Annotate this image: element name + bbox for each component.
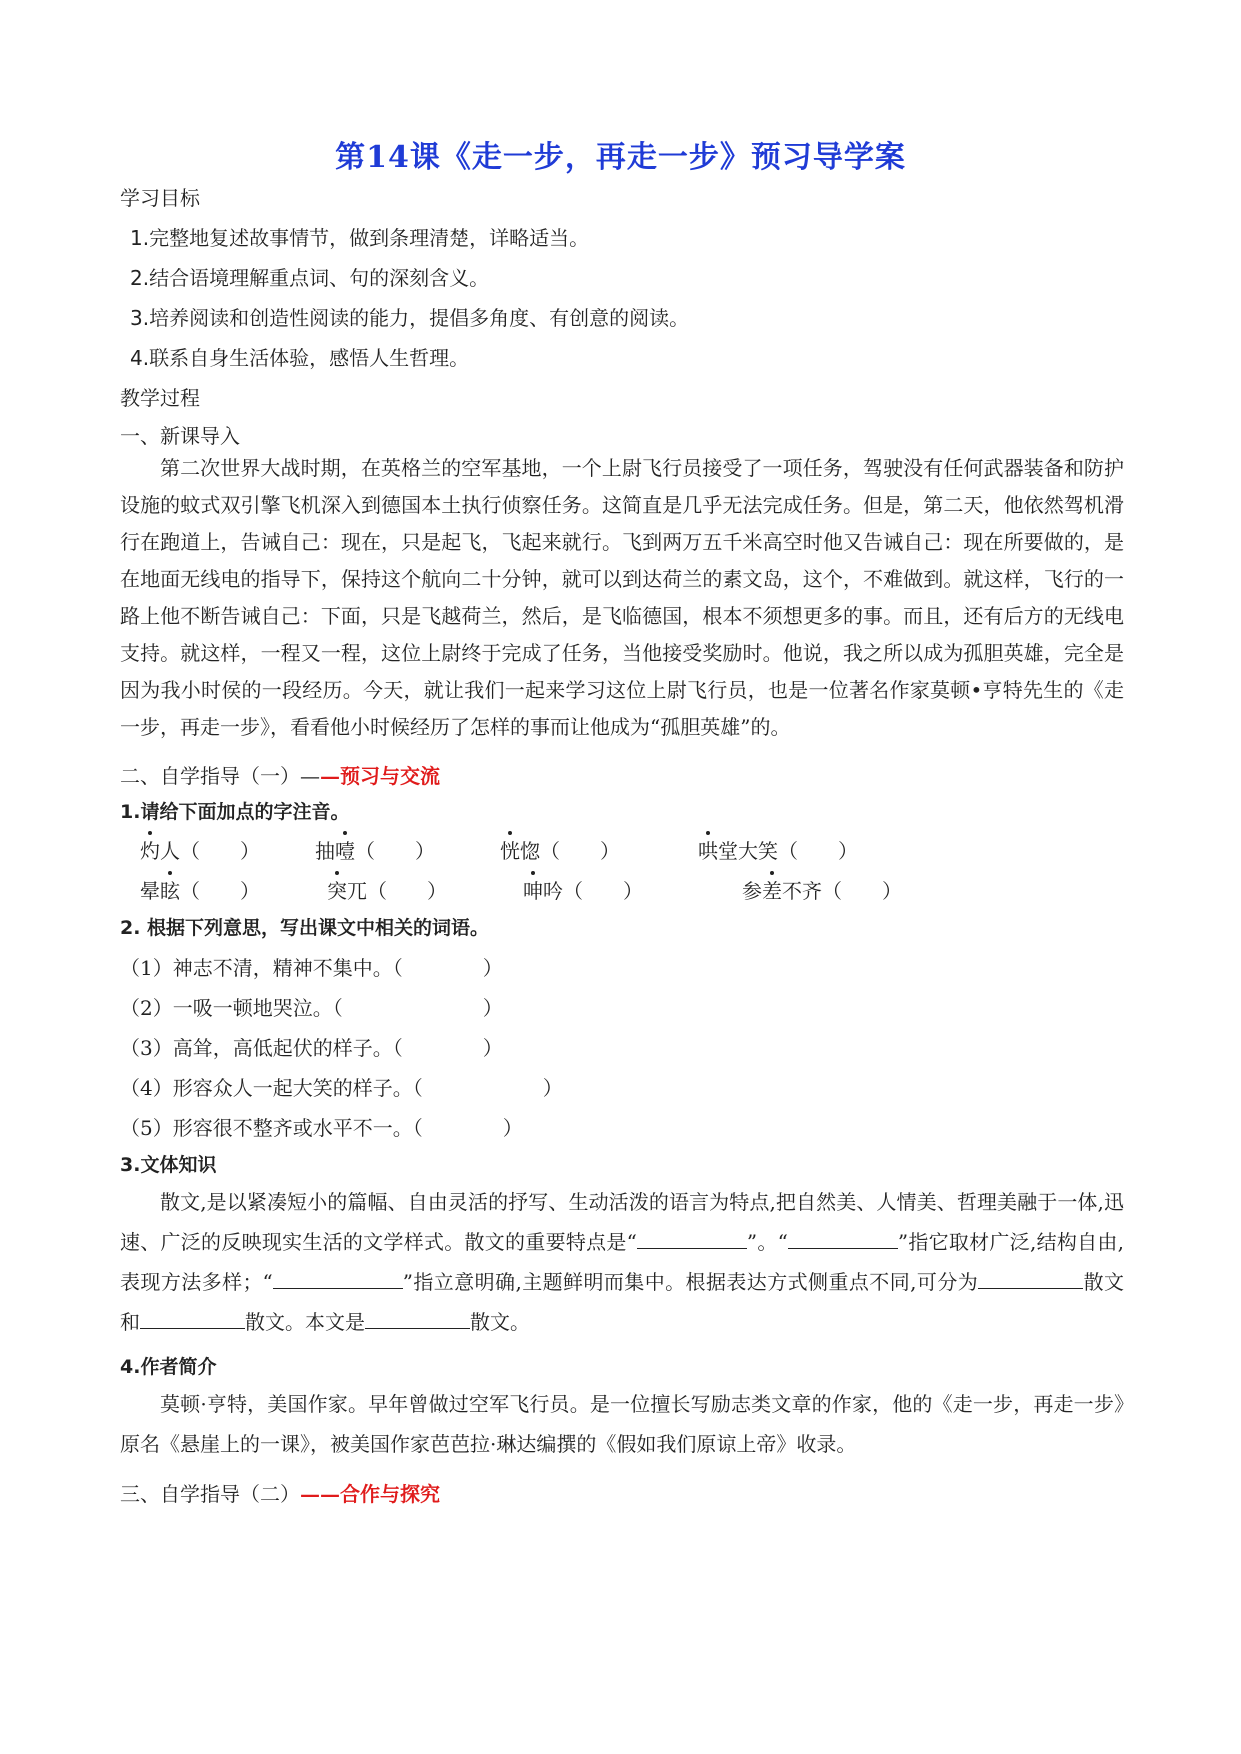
goal-item: 2.结合语境理解重点词、句的深刻含义。 xyxy=(130,266,490,290)
pinyin-item: 参差不齐（ ） xyxy=(742,879,902,903)
section-heading xyxy=(120,760,440,789)
pinyin-item: 突兀（ ） xyxy=(327,879,447,903)
fill-blank[interactable] xyxy=(637,1226,747,1249)
question-heading: 4.作者简介 xyxy=(120,1356,217,1378)
section-heading: 一、新课导入 xyxy=(120,424,240,448)
goal-item: 3.培养阅读和创造性阅读的能力，提倡多角度、有创意的阅读。 xyxy=(130,306,690,330)
question-heading: 3.文体知识 xyxy=(120,1154,217,1176)
fill-blank[interactable] xyxy=(140,1306,245,1329)
section-heading-highlight: ——合作与探究 xyxy=(300,1482,440,1506)
dotted-char: 眩 xyxy=(160,879,180,903)
fill-blank[interactable] xyxy=(273,1266,403,1289)
section-heading-prefix: 三、自学指导（二） xyxy=(120,1482,300,1506)
section-heading-prefix: 二、自学指导（一）— xyxy=(120,764,320,788)
question-heading: 1.请给下面加点的字注音。 xyxy=(120,801,350,823)
list-item: （3）高耸，高低起伏的样子。（ ） xyxy=(120,1036,503,1060)
goal-item: 1.完整地复述故事情节，做到条理清楚，详略适当。 xyxy=(130,226,590,250)
list-item: （4）形容众人一起大笑的样子。（ ） xyxy=(120,1076,563,1100)
fill-blank[interactable] xyxy=(978,1266,1083,1289)
intro-paragraph: 第二次世界大战时期，在英格兰的空军基地，一个上尉飞行员接受了一项任务，驾驶没有任何武器装备和防护设施的蚊式双引擎飞机深入到德国本土执行侦察任务。这简直是几乎无法完成任务。但是，第二天，他依然驾机滑行在跑道上，告诫自己：现在，只是起飞，飞起来就行。飞到两万五千米高空时他又告诫自己：现在所要做的，是在地面无线电的指导下，保持这个航向二十分钟，就可以到达荷兰的素文岛，这个，不难做到。就这样，飞行的一路上他不断告诫自己：下面，只是飞越荷兰，然后，是飞临德国，根本不须想更多的事。而且，还有后方的无线电支持。就这样，一程又一程，这位上尉终于完成了任务，当他接受奖励时。他说，我之所以成为孤胆英雄，完全是因为我小时侯的一段经历。今天，就让我们一起来学习这位上尉飞行员，也是一位著名作家莫顿•亨特先生的《走一步，再走一步》，看看他小时候经历了怎样的事而让他成为“孤胆英雄”的。 xyxy=(120,456,1124,739)
pinyin-item: 晕眩（ ） xyxy=(140,879,260,903)
dotted-char: 灼 xyxy=(140,839,160,863)
section-heading xyxy=(120,1478,440,1507)
pinyin-item: 恍惚（ ） xyxy=(500,839,620,863)
page-title: 第14课《走一步，再走一步》预习导学案 xyxy=(335,140,906,175)
goals-heading: 学习目标 xyxy=(120,186,200,210)
dotted-char: 呻 xyxy=(523,879,543,903)
pinyin-item: 呻吟（ ） xyxy=(523,879,643,903)
process-heading: 教学过程 xyxy=(120,386,200,410)
fill-blank[interactable] xyxy=(788,1226,898,1249)
pinyin-item: 抽噎（ ） xyxy=(315,839,435,863)
author-paragraph: 莫顿·亨特，美国作家。早年曾做过空军飞行员。是一位擅长写励志类文章的作家，他的《走一步，再走一步》原名《悬崖上的一课》，被美国作家芭芭拉·琳达编撰的《假如我们原谅上帝》收录。 xyxy=(120,1392,1124,1456)
list-item: （1）神志不清，精神不集中。（ ） xyxy=(120,956,503,980)
dotted-char: 哄 xyxy=(698,839,718,863)
dotted-char: 噎 xyxy=(335,839,355,863)
pinyin-item: 哄堂大笑（ ） xyxy=(698,839,858,863)
genre-paragraph: 散文,是以紧凑短小的篇幅、自由灵活的抒写、生动活泼的语言为特点,把自然美、人情美、哲理美融于一体,迅速、广泛的反映现实生活的文学样式。散文的重要特点是“ ”。“ ”指它取材广泛,结构自由,表现方法多样；“ ”指立意明确,主题鲜明而集中。根据表达方式侧重点不同,可分为 散文和 散文。本文是 散文。 xyxy=(120,1190,1125,1334)
pinyin-item: 灼人（ ） xyxy=(140,839,260,863)
dotted-char: 突 xyxy=(327,879,347,903)
fill-blank[interactable] xyxy=(365,1306,470,1329)
dotted-char: 恍 xyxy=(500,839,520,863)
list-item: （2）一吸一顿地哭泣。（ ） xyxy=(120,996,503,1020)
section-heading-highlight: —预习与交流 xyxy=(320,764,440,788)
question-heading: 2. 根据下列意思，写出课文中相关的词语。 xyxy=(120,917,490,939)
goal-item: 4.联系自身生活体验，感悟人生哲理。 xyxy=(130,346,470,370)
list-item: （5）形容很不整齐或水平不一。（ ） xyxy=(120,1116,523,1140)
dotted-char: 差 xyxy=(762,879,782,903)
